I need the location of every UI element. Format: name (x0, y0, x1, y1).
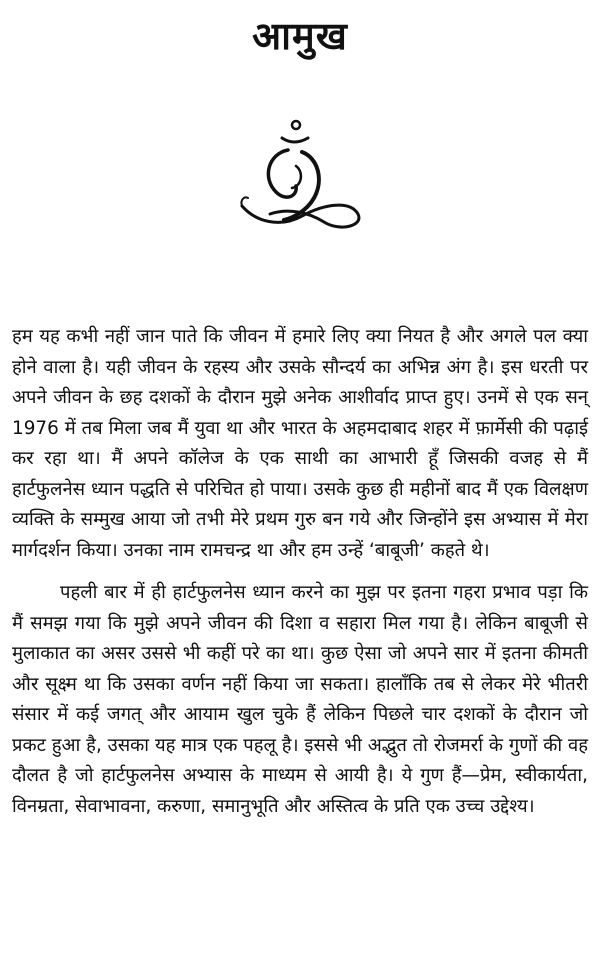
paragraph-2: पहली बार में ही हार्टफुलनेस ध्यान करने का मुझ पर इतना गहरा प्रभाव पड़ा कि मैं समझ गया कि मुझे अपने जीवन की दिशा व सहारा मिल गया है। लेकिन बाबूजी से मुलाकात का असर उससे भी कहीं परे का था। कुछ ऐसा जो अपने सार में इतना कीमती और सूक्ष्म था कि उसका वर्णन नहीं किया जा सकता। हालाँकि तब से लेकर मेरे भीतरी संसार में कई जगत् और आयाम खुल चुके हैं लेकिन पिछले चार दशकों के दौरान जो प्रकट हुआ है, उसका यह मात्र एक पहलू है। इससे भी अद्भुत तो रोजमर्रा के गुणों की वह दौलत है जो हार्टफुलनेस अभ्यास के माध्यम से आयी है। ये गुण हैं—प्रेम, स्वीकार्यता, विनम्रता, सेवाभावना, करुणा, समानुभूति और अस्तित्व के प्रति एक उच्च उद्देश्य। (12, 582, 588, 817)
body-text (12, 322, 588, 822)
page-title: आमुख (252, 14, 348, 58)
om-meditation-emblem-icon (232, 116, 372, 246)
paragraph-1: हम यह कभी नहीं जान पाते कि जीवन में हमारे लिए क्या नियत है और अगले पल क्या होने वाला है। यही जीवन के रहस्य और उसके सौन्दर्य का अभिन्न अंग है। इस धरती पर अपने जीवन के छह दशकों के दौरान मुझे अनेक आशीर्वाद प्राप्त हुए। उनमें से एक सन् 1976 में तब मिला जब मैं युवा था और भारत के अहमदाबाद शहर में फ़ार्मेसी की पढ़ाई कर रहा था। मैं अपने कॉलेज के एक साथी का आभारी हूँ जिसकी वजह से मैं हार्टफुलनेस ध्यान पद्धति से परिचित हो पाया। उसके कुछ ही महीनों बाद मैं एक विलक्षण व्यक्ति के सम्मुख आया जो तभी मेरे प्रथम गुरु बन गये और जिन्होंने इस अभ्यास में मेरा मार्गदर्शन किया। उनका नाम रामचन्द्र था और हम उन्हें ‘बाबूजी’ कहते थे। (12, 326, 588, 561)
